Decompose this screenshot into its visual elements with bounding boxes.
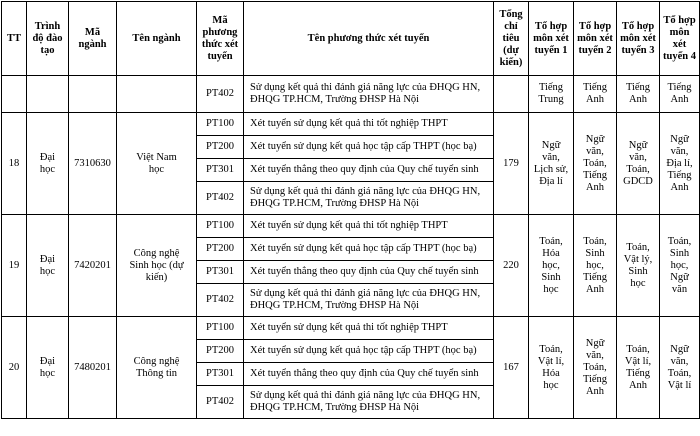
empty-cell xyxy=(117,76,197,113)
row-number: 19 xyxy=(2,215,27,317)
method-code: PT301 xyxy=(197,159,244,182)
method-name: Xét tuyển thẳng theo quy định của Quy chế tuyển sinh xyxy=(244,363,494,386)
combo-2: Tiếng Anh xyxy=(574,76,617,113)
combo-2: Ngữ văn, Toán, Tiếng Anh xyxy=(574,317,617,419)
method-code: PT402 xyxy=(197,182,244,215)
combo-1: Tiếng Trung xyxy=(529,76,574,113)
method-name: Xét tuyển sử dụng kết quả học tập cấp THPT (học bạ) xyxy=(244,238,494,261)
method-code: PT402 xyxy=(197,284,244,317)
method-name: Xét tuyển sử dụng kết quả thi tốt nghiệp THPT xyxy=(244,113,494,136)
major-code: 7310630 xyxy=(69,113,117,215)
quota: 167 xyxy=(494,317,529,419)
admissions-table xyxy=(1,1,700,419)
table-row xyxy=(2,113,700,136)
method-code: PT100 xyxy=(197,113,244,136)
quota: 220 xyxy=(494,215,529,317)
combo-3: Toán, Vật lí, Tiếng Anh xyxy=(617,317,660,419)
empty-cell xyxy=(2,76,27,113)
method-name: Xét tuyển thẳng theo quy định của Quy chế tuyển sinh xyxy=(244,261,494,284)
major-code: 7420201 xyxy=(69,215,117,317)
combo-3: Ngữ văn, Toán, GDCD xyxy=(617,113,660,215)
header-ma-nganh: Mã ngành xyxy=(69,2,117,76)
header-ten-phuong-thuc: Tên phương thức xét tuyển xyxy=(244,2,494,76)
header-to-hop-2: Tổ hợp môn xét tuyển 2 xyxy=(574,2,617,76)
method-code: PT301 xyxy=(197,363,244,386)
header-tt: TT xyxy=(2,2,27,76)
method-code: PT301 xyxy=(197,261,244,284)
major-name: Việt Nam học xyxy=(117,113,197,215)
method-code: PT402 xyxy=(197,386,244,419)
combo-1: Ngữ văn, Lịch sử, Địa lí xyxy=(529,113,574,215)
quota: 179 xyxy=(494,113,529,215)
training-level: Đại học xyxy=(27,215,69,317)
header-trinh-do: Trình độ đào tạo xyxy=(27,2,69,76)
method-code: PT200 xyxy=(197,136,244,159)
method-name: Sử dụng kết quả thi đánh giá năng lực của ĐHQG HN, ĐHQG TP.HCM, Trường ĐHSP Hà Nội xyxy=(244,182,494,215)
empty-cell xyxy=(494,76,529,113)
training-level: Đại học xyxy=(27,113,69,215)
combo-1: Toán, Hóa học, Sinh học xyxy=(529,215,574,317)
table-row xyxy=(2,215,700,238)
method-code: PT402 xyxy=(197,76,244,113)
row-number: 20 xyxy=(2,317,27,419)
combo-1: Toán, Vật lí, Hóa học xyxy=(529,317,574,419)
method-code: PT100 xyxy=(197,215,244,238)
empty-cell xyxy=(27,76,69,113)
method-name: Sử dụng kết quả thi đánh giá năng lực của ĐHQG HN, ĐHQG TP.HCM, Trường ĐHSP Hà Nội xyxy=(244,76,494,113)
major-name: Công nghệ Sinh học (dự kiến) xyxy=(117,215,197,317)
method-name: Xét tuyển sử dụng kết quả thi tốt nghiệp THPT xyxy=(244,215,494,238)
major-code: 7480201 xyxy=(69,317,117,419)
method-name: Sử dụng kết quả thi đánh giá năng lực của ĐHQG HN, ĐHQG TP.HCM, Trường ĐHSP Hà Nội xyxy=(244,386,494,419)
combo-2: Ngữ văn, Toán, Tiếng Anh xyxy=(574,113,617,215)
method-name: Xét tuyển thẳng theo quy định của Quy chế tuyển sinh xyxy=(244,159,494,182)
method-name: Xét tuyển sử dụng kết quả thi tốt nghiệp THPT xyxy=(244,317,494,340)
combo-4: Ngữ văn, Địa lí, Tiếng Anh xyxy=(660,113,700,215)
major-name: Công nghệ Thông tin xyxy=(117,317,197,419)
method-code: PT200 xyxy=(197,340,244,363)
header-ten-nganh: Tên ngành xyxy=(117,2,197,76)
method-name: Xét tuyển sử dụng kết quả học tập cấp THPT (học bạ) xyxy=(244,340,494,363)
header-to-hop-4: Tổ hợp môn xét tuyển 4 xyxy=(660,2,700,76)
method-name: Sử dụng kết quả thi đánh giá năng lực của ĐHQG HN, ĐHQG TP.HCM, Trường ĐHSP Hà Nội xyxy=(244,284,494,317)
combo-3: Toán, Vật lý, Sinh học xyxy=(617,215,660,317)
table-row xyxy=(2,317,700,340)
combo-4: Ngữ văn, Toán, Vật lí xyxy=(660,317,700,419)
method-code: PT200 xyxy=(197,238,244,261)
header-to-hop-1: Tổ hợp môn xét tuyển 1 xyxy=(529,2,574,76)
table-row xyxy=(2,76,700,113)
training-level: Đại học xyxy=(27,317,69,419)
empty-cell xyxy=(69,76,117,113)
method-code: PT100 xyxy=(197,317,244,340)
combo-4: Tiếng Anh xyxy=(660,76,700,113)
row-number: 18 xyxy=(2,113,27,215)
combo-3: Tiếng Anh xyxy=(617,76,660,113)
method-name: Xét tuyển sử dụng kết quả học tập cấp THPT (học bạ) xyxy=(244,136,494,159)
combo-4: Toán, Sinh học, Ngữ văn xyxy=(660,215,700,317)
header-tong-chi-tieu: Tổng chỉ tiêu (dự kiến) xyxy=(494,2,529,76)
header-ma-phuong-thuc: Mã phương thức xét tuyển xyxy=(197,2,244,76)
combo-2: Toán, Sinh học, Tiếng Anh xyxy=(574,215,617,317)
header-row xyxy=(2,2,700,76)
header-to-hop-3: Tổ hợp môn xét tuyển 3 xyxy=(617,2,660,76)
